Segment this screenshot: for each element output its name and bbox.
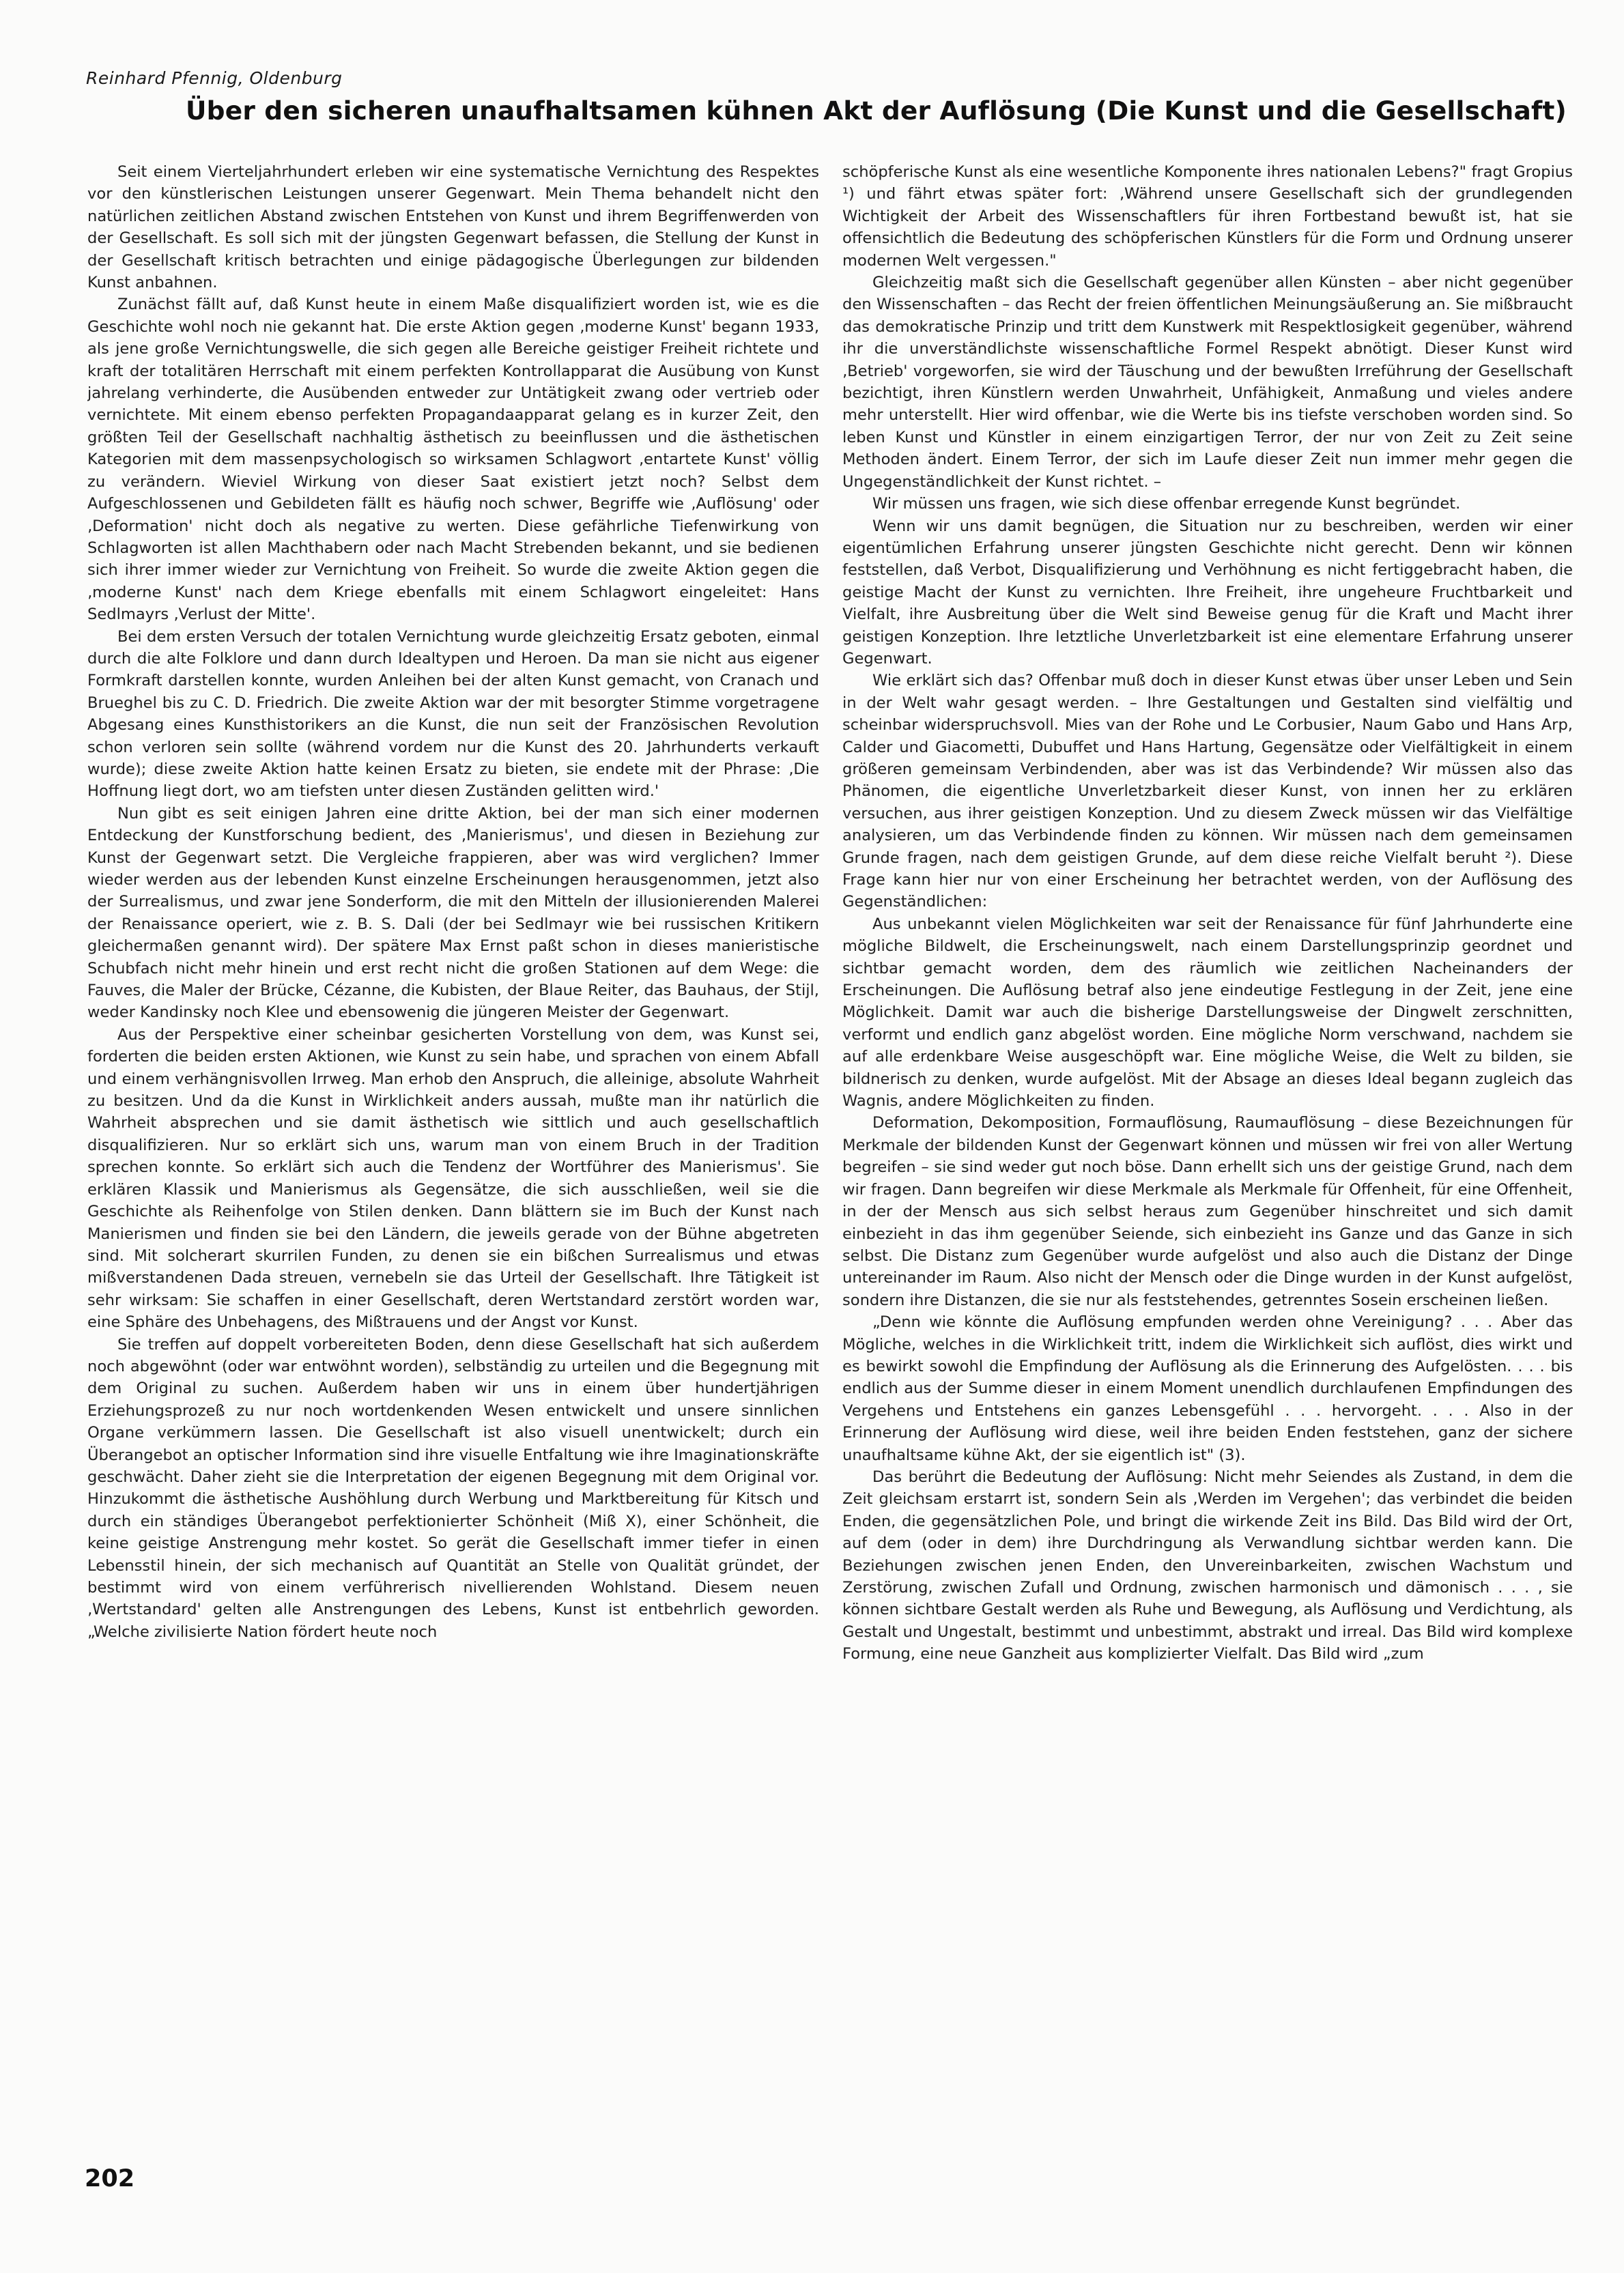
article-author: Reinhard Pfennig, Oldenburg (86, 68, 343, 88)
left-text-column (87, 161, 819, 2127)
paragraph: Wie erklärt sich das? Offenbar muß doch in dieser Kunst etwas über unser Leben und Sein in der Welt wahr gesagt werden. – Ihre Gestaltungen und Gestalten sind vielfältig und scheinbar widerspruchsvoll. Mies van der Rohe und Le Corbusier, Naum Gabo und Hans Arp, Calder und Giacometti, Dubuffet und Hans Hartung, Gegensätze oder Vielfältigkeit in einem größeren gemeinsam Verbindenden, aber was ist das Verbindende? Wir müssen also das Phänomen, die eigentliche Unverletzbarkeit dieser Kunst, von innen her zu erklären versuchen, aus ihrer geistigen Konzeption. Und zu diesem Zweck müssen wir das Vielfältige analysieren, um das Verbindende finden zu können. Wir müssen nach dem gemeinsamen Grunde fragen, nach dem geistigen Grunde, auf dem diese reiche Vielfalt beruht ²). Diese Frage kann hier nur von einer Erscheinung her betrachtet werden, von der Auflösung des Gegenständlichen: (842, 672, 1573, 911)
paragraph: Sie treffen auf doppelt vorbereiteten Boden, denn diese Gesellschaft hat sich außerdem noch abgewöhnt (oder war entwöhnt worden), selbständig zu urteilen und die Begegnung mit dem Original zu suchen. Außerdem haben wir uns in einem über hundertjährigen Erziehungsprozeß zu nur noch wortdenkenden Wesen entwickelt und unsere sinnlichen Organe verkümmern lassen. Die Gesellschaft ist also visuell unentwickelt; durch ein Überangebot an optischer Information sind ihre visuelle Entfaltung wie ihre Imaginationskräfte geschwächt. Daher zieht sie die Interpretation der eigenen Begegnung mit dem Original vor. Hinzukommt die ästhetische Aushöhlung durch Werbung und Marktbereitung für Kitsch und durch ein ständiges Überangebot perfektionierter Schönheit (Miß X), einer Schönheit, die keine geistige Anstrengung mehr kostet. So gerät die Gesellschaft immer tiefer in einen Lebensstil hinein, der sich mechanisch auf Quantität an Stelle von Qualität gründet, der bestimmt wird von einem verführerisch nivellierenden Wohlstand. Diesem neuen ‚Wertstandard' gelten alle Anstrengungen des Lebens, Kunst ist entbehrlich geworden. „Welche zivilisierte Nation fördert heute noch (87, 1335, 819, 1641)
right-text-column (842, 161, 1573, 2127)
article-title: Über den sicheren unaufhaltsamen kühnen Akt der Auflösung (Die Kunst und die Gesellschaft) (186, 96, 1567, 126)
continued-paragraph: schöpferische Kunst als eine wesentliche Komponente ihres nationalen Lebens?" fragt Gropius ¹) und fährt etwas später fort: ‚Während unsere Gesellschaft sich der grundlegenden Wichtigkeit der Arbeit des Wissenschaftlers für ihren Fortbestand bewußt ist, hat sie offensichtlich die Bedeutung des schöpferischen Künstlers für die Form und Ordnung unserer modernen Welt vergessen." (842, 163, 1573, 270)
quotation-paragraph: „Denn wie könnte die Auflösung empfunden werden ohne Vereinigung? . . . Aber das Mögliche, welches in die Wirklichkeit tritt, indem die Wirklichkeit sich auflöst, dies wirkt und es bewirkt sowohl die Empfindung der Auflösung als die Erinnerung des Aufgelösten. . . . bis endlich aus der Summe dieser in einem Moment unendlich durchlaufenen Empfindungen des Vergehens und Entstehens ein ganzes Lebensgefühl . . . hervorgeht. . . . Also in der Erinnerung der Auflösung wird diese, weil ihre beiden Enden feststehen, ganz der sichere unaufhaltsame kühne Akt, der sie eigentlich ist" (3). (842, 1313, 1573, 1464)
paragraph: Aus der Perspektive einer scheinbar gesicherten Vorstellung von dem, was Kunst sei, forderten die beiden ersten Aktionen, wie Kunst zu sein habe, und sprachen von einem Abfall und einem verhängnisvollen Irrweg. Man erhob den Anspruch, die alleinige, absolute Wahrheit zu besitzen. Und da die Kunst in Wirklichkeit anders aussah, mußte man ihr natürlich die Wahrheit absprechen und sie damit ästhetisch wie sittlich und auch gesellschaftlich disqualifizieren. Nur so erklärt sich uns, warum man von einem Bruch in der Tradition sprechen konnte. So erklärt sich auch die Tendenz der Wortführer des Manierismus'. Sie erklären Klassik und Manierismus als Gegensätze, die sich ausschließen, weil sie die Geschichte als Reihenfolge von Stilen denken. Dann blättern sie im Buch der Kunst nach Manierismen und finden sie bei den Ländern, die jeweils gerade von der Bühne abgetreten sind. Mit solcherart skurrilen Funden, zu denen sie ein bißchen Surrealismus und etwas mißverstandenen Dada streuen, vernebeln sie das Urteil der Gesellschaft. Ihre Tätigkeit ist sehr wirksam: Sie schaffen in einer Gesellschaft, deren Wertstandard zerstört worden war, eine Sphäre des Unbehagens, des Mißtrauens und der Angst vor Kunst. (87, 1025, 819, 1332)
paragraph: Seit einem Vierteljahrhundert erleben wir eine systematische Vernichtung des Respektes vor den künstlerischen Leistungen unserer Gegenwart. Mein Thema behandelt nicht den natürlichen zeitlichen Abstand zwischen Entstehen von Kunst und ihrem Begriffenwerden von der Gesellschaft. Es soll sich mit der jüngsten Gegenwart befassen, die Stellung der Kunst in der Gesellschaft kritisch betrachten und einige pädagogische Überlegungen zur bildenden Kunst anbahnen. (87, 163, 819, 292)
paragraph: Aus unbekannt vielen Möglichkeiten war seit der Renaissance für fünf Jahrhunderte eine mögliche Bildwelt, die Erscheinungswelt, nach einem Darstellungsprinzip geordnet und sichtbar gemacht worden, dem des räumlich wie zeitlichen Nacheinanders der Erscheinungen. Die Auflösung betraf also jene eindeutige Festlegung in der Zeit, jene eine Möglichkeit. Damit war auch die bisherige Darstellungsweise der Dingwelt zerschnitten, verformt und endlich ganz abgelöst worden. Eine mögliche Norm verschwand, nachdem sie auf alle erdenkbare Weise ausgeschöpft war. Eine mögliche Weise, die Welt zu bilden, sie bildnerisch zu denken, wurde aufgelöst. Mit der Absage an dieses Ideal begann zugleich das Wagnis, andere Möglichkeiten zu finden. (842, 915, 1573, 1111)
paragraph: Wenn wir uns damit begnügen, die Situation nur zu beschreiben, werden wir einer eigentümlichen Erfahrung unserer jüngsten Geschichte nicht gerecht. Denn wir können feststellen, daß Verbot, Disqualifizierung und Verhöhnung es nicht fertiggebracht haben, die geistige Macht der Kunst zu vernichten. Ihre Freiheit, ihre ungeheure Fruchtbarkeit und Vielfalt, ihre Ausbreitung über die Welt sind Beweise genug für die Kraft und Macht ihrer geistigen Konzeption. Ihre letztliche Unverletzbarkeit ist eine elementare Erfahrung unserer Gegenwart. (842, 517, 1573, 668)
paragraph: Nun gibt es seit einigen Jahren eine dritte Aktion, bei der man sich einer modernen Entdeckung der Kunstforschung bedient, des ‚Manierismus', und diesen in Beziehung zur Kunst der Gegenwart setzt. Die Vergleiche frappieren, aber was wird verglichen? Immer wieder werden aus der lebenden Kunst einzelne Erscheinungen herausgenommen, jetzt also der Surrealismus, und zwar jene Sonderform, die mit den Mitteln der illusionierenden Malerei der Renaissance operiert, wie z. B. S. Dali (der bei Sedlmayr wie bei russischen Kritikern gleichermaßen genannt wird). Der spätere Max Ernst paßt schon in dieses manieristische Schubfach nicht mehr hinein und erst recht nicht die großen Stationen auf dem Wege: die Fauves, die Maler der Brücke, Cézanne, die Kubisten, der Blaue Reiter, das Bauhaus, der Stijl, weder Kandinsky noch Klee und ebensowenig die jüngeren Meister der Gegenwart. (87, 804, 819, 1022)
paragraph: Das berührt die Bedeutung der Auflösung: Nicht mehr Seiendes als Zustand, in dem die Zeit gleichsam erstarrt ist, sondern Sein als ‚Werden im Vergehen'; das verbindet die beiden Enden, die gegensätzlichen Pole, und bringt die wirkende Zeit ins Bild. Das Bild wird der Ort, auf dem (oder in dem) ihre Durchdringung als Verwandlung sichtbar werden kann. Die Beziehungen zwischen jenen Enden, den Unvereinbarkeiten, zwischen Wachstum und Zerstörung, zwischen Zufall und Ordnung, zwischen harmonisch und dämonisch . . . , sie können sichtbare Gestalt werden als Ruhe und Bewegung, als Auflösung und Verdichtung, als Gestalt und Ungestalt, bestimmt und unbestimmt, abstrakt und irreal. Das Bild wird komplexe Formung, eine neue Ganzheit aus komplizierter Vielfalt. Das Bild wird „zum (842, 1468, 1573, 1663)
paragraph: Wir müssen uns fragen, wie sich diese offenbar erregende Kunst begründet. (872, 495, 1461, 513)
paragraph: Zunächst fällt auf, daß Kunst heute in einem Maße disqualifiziert worden ist, wie es die Geschichte wohl noch nie gekannt hat. Die erste Aktion gegen ‚moderne Kunst' begann 1933, als jene große Vernichtungswelle, die sich gegen alle Bereiche geistiger Freiheit richtete und kraft der totalitären Herrschaft mit einem perfekten Kontrollapparat die Ausübung von Kunst jahrelang verhinderte, die Ausübenden entweder zur Untätigkeit zwang oder vertrieb oder vernichtete. Mit einem ebenso perfekten Propagandaapparat gelang es in kurzer Zeit, den größten Teil der Gesellschaft nachhaltig ästhetisch zu beeinflussen und die ästhetischen Kategorien mit dem massenpsychologisch so wirksamen Schlagwort ‚entartete Kunst' völlig zu verändern. Wieviel Wirkung von dieser Saat existiert jetzt noch? Selbst dem Aufgeschlossenen und Gebildeten fällt es häufig noch schwer, Begriffe wie ‚Auflösung' oder ‚Deformation' nicht doch als negative zu werten. Diese gefährliche Tiefenwirkung von Schlagworten ist allen Machthabern oder nach Macht Strebenden bekannt, und sie bedienen sich ihrer immer wieder zur Vernichtung von Freiheit. So wurde die zweite Aktion gegen die ‚moderne Kunst' nach dem Kriege ebenfalls mit einem Schlagwort eingeleitet: Hans Sedlmayrs ‚Verlust der Mitte'. (87, 296, 819, 624)
paragraph: Deformation, Dekomposition, Formauflösung, Raumauflösung – diese Bezeichnungen für Merkmale der bildenden Kunst der Gegenwart können und müssen wir frei von aller Wertung begreifen – sie sind weder gut noch böse. Dann erhellt sich uns der geistige Grund, nach dem wir fragen. Dann begreifen wir diese Merkmale als Merkmale für Offenheit, für eine Offenheit, in der der Mensch aus sich selbst heraus zum Gegenüber hinschreitet und sich damit einbezieht in das ihm gegenüber Seiende, sich einbezieht ins Ganze und das Ganze in sich selbst. Die Distanz zum Gegenüber wurde aufgelöst und also auch die Distanz der Dinge untereinander im Raum. Also nicht der Mensch oder die Dinge wurden in der Kunst aufgelöst, sondern ihre Distanzen, die sie nur als feststehendes, getrenntes Sosein erscheinen ließen. (842, 1114, 1573, 1309)
paragraph: Gleichzeitig maßt sich die Gesellschaft gegenüber allen Künsten – aber nicht gegenüber den Wissenschaften – das Recht der freien öffentlichen Meinungsäußerung an. Sie mißbraucht das demokratische Prinzip und tritt dem Kunstwerk mit Respektlosigkeit gegenüber, während ihr die unverständlichste wissenschaftliche Formel Respekt abnötigt. Dieser Kunst wird ‚Betrieb' vorgeworfen, sie wird der Täuschung und der bewußten Irreführung der Gesellschaft bezichtigt, ihren Künstlern werden Unwahrheit, Unfähigkeit, Anmaßung und vieles andere mehr unterstellt. Hier wird offenbar, wie die Werte bis ins tiefste verschoben worden sind. So leben Kunst und Künstler in einem einzigartigen Terror, der nur von Zeit zu Zeit seine Methoden ändert. Einem Terror, der sich im Laufe dieser Zeit nun immer mehr gegen die Ungegenständlichkeit der Kunst richtet. – (842, 274, 1573, 491)
page-number: 202 (85, 2165, 135, 2192)
paragraph: Bei dem ersten Versuch der totalen Vernichtung wurde gleichzeitig Ersatz geboten, einmal durch die alte Folklore und dann durch Idealtypen und Heroen. Da man sie nicht aus eigener Formkraft darstellen konnte, wurden Anleihen bei der alten Kunst gemacht, von Cranach und Brueghel bis zu C. D. Friedrich. Die zweite Aktion war der mit besorgter Stimme vorgetragene Abgesang eines Kunsthistorikers an die Kunst, die nun seit der Französischen Revolution schon verloren sein sollte (während vordem nur die Kunst des 20. Jahrhunderts verkauft wurde); diese zweite Aktion hatte keinen Ersatz zu bieten, sie endete mit der Phrase: ‚Die Hoffnung liegt dort, wo am tiefsten unter diesen Zuständen gelitten wird.' (87, 627, 819, 801)
